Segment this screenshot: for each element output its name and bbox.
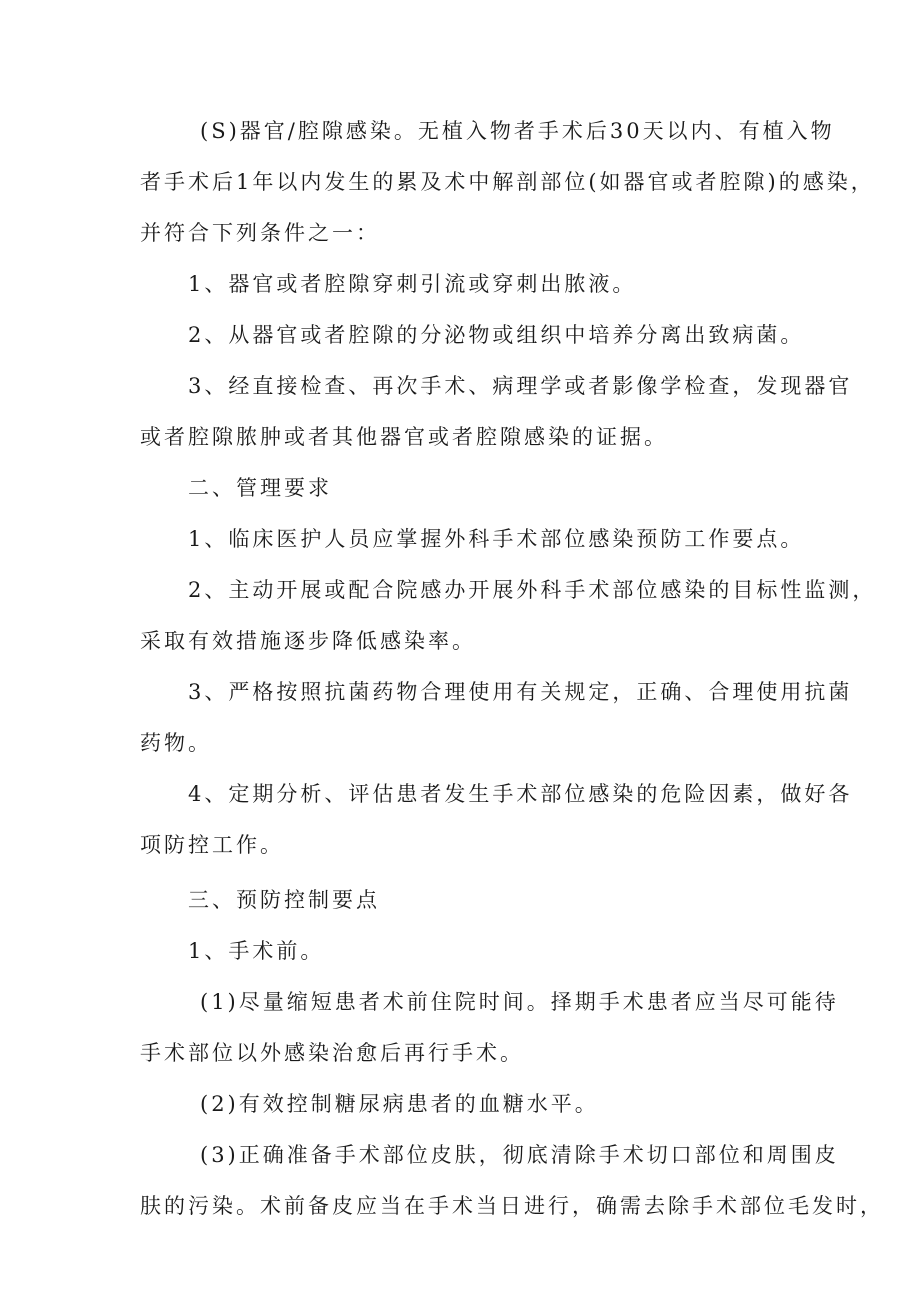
paragraph-line: 者手术后1年以内发生的累及术中解剖部位(如器官或者腔隙)的感染， [140, 170, 875, 194]
sub-item: (2)有效控制糖尿病患者的血糖水平。 [200, 1092, 599, 1116]
paragraph-line: 采取有效措施逐步降低感染率。 [140, 629, 476, 653]
list-item: 1、临床医护人员应掌握外科手术部位感染预防工作要点。 [188, 527, 805, 551]
section-heading: 三、预防控制要点 [188, 888, 380, 912]
paragraph-line: 项防控工作。 [140, 833, 284, 857]
paragraph-line: 手术部位以外感染治愈后再行手术。 [140, 1041, 524, 1065]
paragraph-line: 或者腔隙脓肿或者其他器官或者腔隙感染的证据。 [140, 425, 668, 449]
paragraph-line: 肤的污染。术前备皮应当在手术当日进行，确需去除手术部位毛发时， [140, 1194, 884, 1218]
paragraph-line: 并符合下列条件之一： [140, 221, 380, 245]
paragraph-line: 药物。 [140, 731, 212, 755]
list-item: 1、器官或者腔隙穿刺引流或穿刺出脓液。 [188, 272, 637, 296]
list-item: 2、主动开展或配合院感办开展外科手术部位感染的目标性监测， [188, 578, 877, 602]
sub-item: (1)尽量缩短患者术前住院时间。择期手术患者应当尽可能待 [200, 990, 839, 1014]
list-item: 3、经直接检查、再次手术、病理学或者影像学检查，发现器官 [188, 374, 853, 398]
list-item: 4、定期分析、评估患者发生手术部位感染的危险因素，做好各 [188, 782, 853, 806]
paragraph-line: (S)器官/腔隙感染。无植入物者手术后30天以内、有植入物 [200, 119, 835, 143]
section-heading: 二、管理要求 [188, 476, 332, 500]
list-item: 1、手术前。 [188, 939, 325, 963]
list-item: 2、从器官或者腔隙的分泌物或组织中培养分离出致病菌。 [188, 323, 805, 347]
sub-item: (3)正确准备手术部位皮肤，彻底清除手术切口部位和周围皮 [200, 1143, 839, 1167]
document-body [140, 106, 884, 1232]
list-item: 3、严格按照抗菌药物合理使用有关规定，正确、合理使用抗菌 [188, 680, 853, 704]
